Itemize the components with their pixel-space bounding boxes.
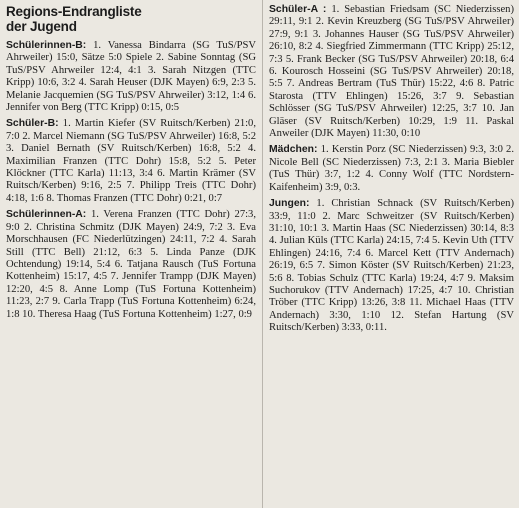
section-heading: Schülerinnen-A: xyxy=(6,209,87,221)
section-heading: Schüler-B: xyxy=(6,118,59,130)
section-text: 1. Sebastian Friedsam (SC Niederzissen) 29:11, 9:1 2. Kevin Kreuzberg (SG TuS/PSV Ahrweiler) 27:9, 9:1 3. Johannes Hauser (SG TuS/PSV Ahrweiler) 26:10, 8:2 4. Siegfried Zimmermann (TTC Kripp) 25:12, 7:3 5. Frank Becker (SG TuS/PSV Ahrweiler) 20:18, 6:4 6. Kourosch Hosseini (SG TuS/PSV Ahrweiler) 20:18, 5:5 7. Andreas Bertram (TuS Thür) 15:22, 4:6 8. Patric Starosta (TTV Ehlingen) 15:26, 3:7 9. Sebastian Schlösser (SG TuS/PSV Ahrweiler) 12:25, 3:7 10. Jan Gläser (SV Ruitsch/Kerben) 10:29, 1:9 11. Paskal Anweiler (DJK Mayen) 11:30, 0:10 xyxy=(269,4,514,140)
section-heading: Jungen: xyxy=(269,198,310,210)
section-schuelerinnen-b xyxy=(6,40,256,114)
section-schuelerinnen-a xyxy=(6,209,256,321)
section-text: 1. Kerstin Porz (SC Niederzissen) 9:3, 3:0 2. Nicole Bell (SC Niederzissen) 7:3, 2:1 3. Maria Biebler (TuS Thür) 3:7, 1:2 4. Conny Wolf (TTC Nordstern-Kaifenheim) 3:9, 0:3. xyxy=(269,144,514,193)
section-text: 1. Vanessa Bindarra (SG TuS/PSV Ahrweiler) 15:0, Sätze 5:0 Spiele 2. Sabine Sonntag (SG TuS/PSV Ahrweiler 12:4, 4:1 3. Sarah Nitzgen (TTC Kripp) 10:6, 3:2 4. Sarah Heuser (DJK Mayen) 6:9, 2:3 5. Melanie Jacquemien (SG TuS/PSV Ahrweiler) 3:12, 1:4 6. Jennifer von Berg (TTC Kripp) 0:15, 0:5 xyxy=(6,40,256,114)
section-text: 1. Martin Kiefer (SV Ruitsch/Kerben) 21:0, 7:0 2. Marcel Niemann (SG TuS/PSV Ahrweiler) 16:8, 5:2 3. Daniel Bernath (SV Ruitsch/Kerben) 16:8, 5:2 4. Maximilian Franzen (TTC Dohr) 15:8, 5:2 5. Peter Klöckner (TTC Karla) 11:13, 3:4 6. Martin Krämer (SV Ruitsch/Kerben) 9:16, 2:5 7. Philipp Treis (TTC Dohr) 4:18, 1:6 8. Thomas Franzen (TTC Dohr) 0:21, 0:7 xyxy=(6,118,257,204)
section-text: 1. Verena Franzen (TTC Dohr) 27:3, 9:0 2. Christina Schmitz (DJK Mayen) 24:9, 7:2 3. Eva Morschhausen (FC Niederlützingen) 24:11, 7:2 4. Sarah Still (TTC Bell) 21:12, 6:3 5. Linda Panze (DJK Ochtendung) 19:14, 5:4 6. Tatjana Rausch (TuS Fortuna Kottenheim) 15:17, 4:5 7. Jennifer Trampp (DJK Mayen) 12:20, 4:5 8. Anne Lomp (TuS Fortuna Kottenheim) 11:23, 2:7 9. Carla Trapp (TuS Fortuna Kottenheim) 6:24, 1:8 10. Theresa Haag (TuS Fortuna Kottenheim) 1:27, 0:9 xyxy=(6,209,257,320)
section-schueler-a xyxy=(269,4,514,140)
section-schueler-b xyxy=(6,118,256,205)
section-maedchen xyxy=(269,144,514,194)
section-heading: Mädchen: xyxy=(269,144,318,156)
section-heading: Schülerinnen-B: xyxy=(6,40,87,51)
section-heading: Schüler-A : xyxy=(269,4,327,15)
title-line-2: der Jugend xyxy=(6,19,77,34)
section-jungen xyxy=(269,198,514,334)
title-line-1: Regions-Endrangliste xyxy=(6,4,142,19)
section-text: 1. Christian Schnack (SV Ruitsch/Kerben) 33:9, 11:0 2. Marc Schweitzer (SV Ruitsch/Kerben) 31:10, 10:1 3. Martin Haas (SC Niederzissen) 30:14, 8:3 4. Julian Küls (TTC Karla) 24:15, 7:4 5. Kevin Uth (TTV Ehlingen) 24:16, 7:4 6. Marcel Kett (TTV Andernach) 26:19, 6:5 7. Simon Köster (SV Ruitsch/Kerben) 21:23, 5:6 8. Tobias Schulz (TTC Karla) 19:24, 4:7 9. Maksim Suchorukov (TTV Andernach) 17:25, 4:7 10. Christian Tröber (TTC Kripp) 13:26, 3:8 11. Michael Haas (TTV Andernach) 3:30, 1:10 12. Stefan Hartung (SV Ruitsch/Kerben) 3:33, 0:11. xyxy=(269,198,515,334)
right-column xyxy=(262,0,519,508)
article-title xyxy=(6,4,256,34)
